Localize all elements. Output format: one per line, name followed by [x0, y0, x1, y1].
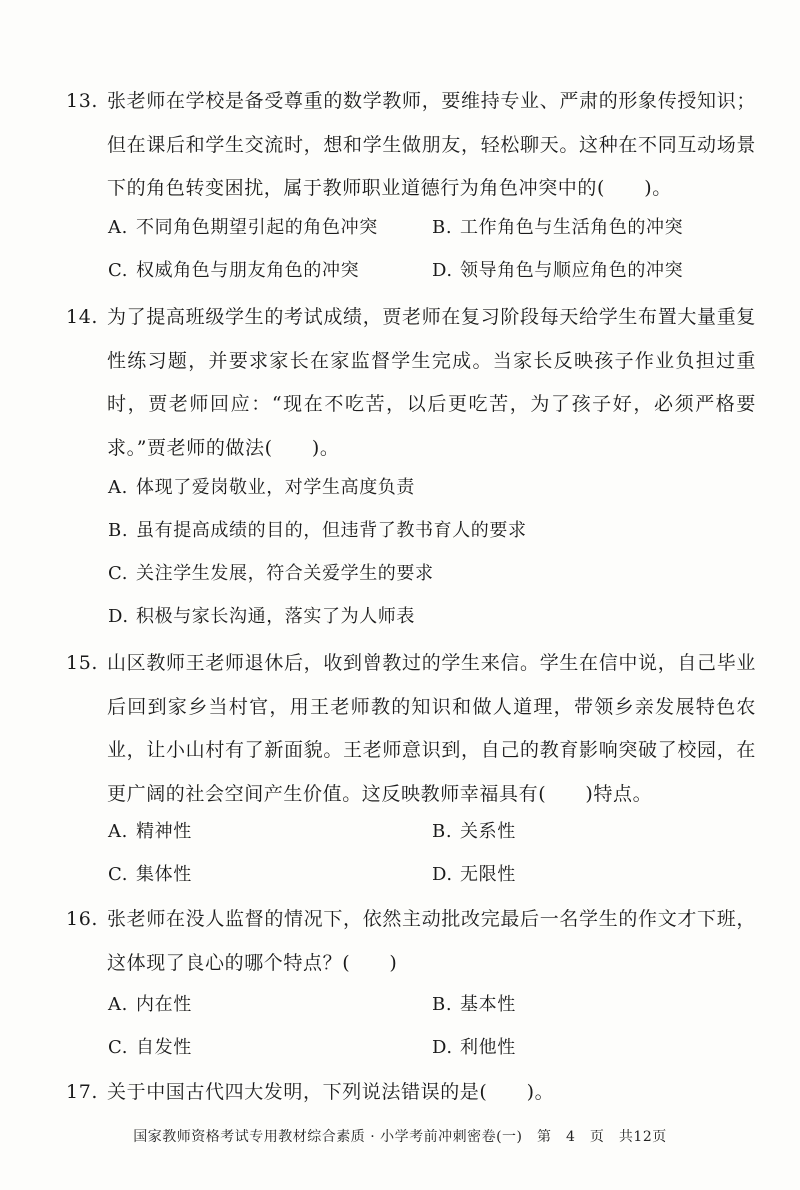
question-number: 13.: [66, 90, 99, 112]
option-letter: A.: [108, 821, 128, 842]
question-stem: 关于中国古代四大发明，下列说法错误的是( )。: [107, 1081, 555, 1103]
question-number: 14.: [66, 306, 99, 328]
option-letter: B.: [432, 217, 453, 238]
option-letter: D.: [432, 260, 453, 281]
option-text: 精神性: [136, 821, 192, 842]
option-text: 权威角色与朋友角色的冲突: [136, 260, 360, 281]
option-b: [108, 519, 527, 543]
option-letter: C.: [108, 563, 129, 584]
option-d: [432, 1036, 516, 1060]
question-stem: 为了提高班级学生的考试成绩，贾老师在复习阶段每天给学生布置大量重复性练习题，并要求家长在家监督学生完成。当家长反映孩子作业负担过重时，贾老师回应：“现在不吃苦，以后更吃苦，为了孩子好，必须严格要求。”贾老师的做法( )。: [107, 306, 756, 459]
option-text: 不同角色期望引起的角色冲突: [136, 217, 378, 238]
question-16: [66, 898, 756, 985]
option-b: [432, 993, 516, 1017]
question-17: [66, 1071, 756, 1115]
option-text: 内在性: [136, 994, 192, 1015]
option-letter: C.: [108, 260, 129, 281]
option-letter: B.: [432, 994, 453, 1015]
option-letter: C.: [108, 1037, 129, 1058]
option-letter: A.: [108, 477, 128, 498]
question-number: 16.: [66, 908, 99, 930]
option-b: [432, 216, 683, 240]
option-letter: B.: [108, 520, 129, 541]
option-letter: D.: [108, 606, 129, 627]
option-letter: B.: [432, 821, 453, 842]
option-c: [108, 259, 359, 283]
option-letter: D.: [432, 864, 453, 885]
option-text: 积极与家长沟通，落实了为人师表: [136, 606, 415, 627]
option-text: 自发性: [136, 1037, 192, 1058]
option-text: 体现了爱岗敬业，对学生高度负责: [136, 477, 415, 498]
option-a: [108, 993, 192, 1017]
option-text: 基本性: [460, 994, 516, 1015]
option-a: [108, 216, 378, 240]
option-a: [108, 820, 192, 844]
option-text: 工作角色与生活角色的冲突: [460, 217, 684, 238]
option-letter: C.: [108, 864, 129, 885]
option-c: [108, 1036, 192, 1060]
option-text: 虽有提高成绩的目的，但违背了教书育人的要求: [136, 520, 527, 541]
option-text: 关注学生发展，符合关爱学生的要求: [136, 563, 434, 584]
page-footer: 国家教师资格考试专用教材综合素质 · 小学考前冲刺密卷(一) 第 4 页 共12页: [133, 1129, 667, 1145]
option-b: [432, 820, 516, 844]
question-stem: 张老师在没人监督的情况下，依然主动批改完最后一名学生的作文才下班，这体现了良心的哪个特点？( ): [107, 908, 756, 974]
option-text: 无限性: [460, 864, 516, 885]
question-number: 17.: [66, 1081, 99, 1103]
question-14: [66, 296, 756, 470]
option-d: [108, 605, 415, 629]
option-c: [108, 562, 434, 586]
option-a: [108, 476, 415, 500]
option-text: 领导角色与顺应角色的冲突: [460, 260, 684, 281]
option-d: [432, 259, 683, 283]
option-d: [432, 863, 516, 887]
question-stem: 张老师在学校是备受尊重的数学教师，要维持专业、严肃的形象传授知识；但在课后和学生交流时，想和学生做朋友，轻松聊天。这种在不同互动场景下的角色转变困扰，属于教师职业道德行为角色冲突中的( )。: [107, 90, 756, 199]
option-text: 集体性: [136, 864, 192, 885]
option-letter: A.: [108, 217, 128, 238]
option-letter: A.: [108, 994, 128, 1015]
question-15: [66, 642, 756, 816]
question-number: 15.: [66, 652, 99, 674]
option-text: 利他性: [460, 1037, 516, 1058]
question-13: [66, 80, 756, 211]
option-letter: D.: [432, 1037, 453, 1058]
option-text: 关系性: [460, 821, 516, 842]
option-c: [108, 863, 192, 887]
question-stem: 山区教师王老师退休后，收到曾教过的学生来信。学生在信中说，自己毕业后回到家乡当村官，用王老师教的知识和做人道理，带领乡亲发展特色农业，让小山村有了新面貌。王老师意识到，自己的教育影响突破了校园，在更广阔的社会空间产生价值。这反映教师幸福具有( )特点。: [107, 652, 756, 805]
